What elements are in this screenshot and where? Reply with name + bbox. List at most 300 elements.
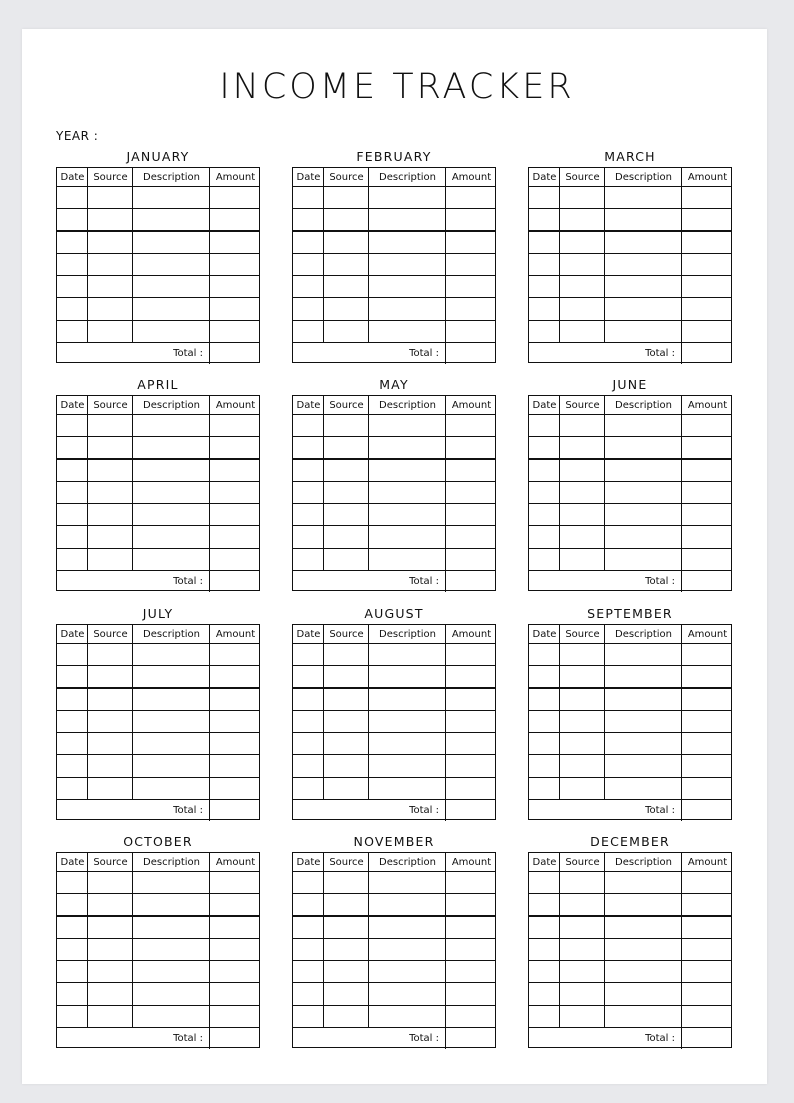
entry-cell[interactable]: [605, 872, 680, 892]
entry-cell[interactable]: [605, 276, 680, 296]
total-amount-cell[interactable]: [682, 1030, 730, 1047]
entry-cell[interactable]: [560, 276, 603, 296]
entry-cell[interactable]: [293, 187, 322, 207]
entry-cell[interactable]: [369, 437, 444, 457]
entry-cell[interactable]: [324, 299, 367, 319]
entry-cell[interactable]: [682, 504, 731, 524]
entry-cell[interactable]: [293, 527, 322, 547]
entry-cell[interactable]: [682, 549, 731, 569]
entry-cell[interactable]: [57, 917, 86, 937]
total-amount-cell[interactable]: [682, 573, 730, 590]
entry-cell[interactable]: [446, 187, 495, 207]
entry-cell[interactable]: [88, 232, 131, 252]
entry-cell[interactable]: [682, 756, 731, 776]
entry-cell[interactable]: [605, 1006, 680, 1026]
entry-cell[interactable]: [324, 778, 367, 798]
entry-cell[interactable]: [529, 644, 558, 664]
entry-cell[interactable]: [133, 232, 208, 252]
entry-cell[interactable]: [446, 689, 495, 709]
entry-cell[interactable]: [682, 644, 731, 664]
entry-cell[interactable]: [560, 711, 603, 731]
entry-cell[interactable]: [293, 209, 322, 229]
entry-cell[interactable]: [324, 872, 367, 892]
entry-cell[interactable]: [369, 187, 444, 207]
entry-cell[interactable]: [57, 689, 86, 709]
entry-cell[interactable]: [682, 415, 731, 435]
entry-cell[interactable]: [133, 209, 208, 229]
entry-cell[interactable]: [560, 894, 603, 914]
entry-cell[interactable]: [133, 917, 208, 937]
entry-cell[interactable]: [446, 984, 495, 1004]
entry-cell[interactable]: [88, 504, 131, 524]
entry-cell[interactable]: [529, 917, 558, 937]
entry-cell[interactable]: [57, 872, 86, 892]
entry-cell[interactable]: [560, 321, 603, 341]
entry-cell[interactable]: [446, 549, 495, 569]
entry-cell[interactable]: [88, 666, 131, 686]
entry-cell[interactable]: [88, 527, 131, 547]
entry-cell[interactable]: [682, 254, 731, 274]
entry-cell[interactable]: [560, 939, 603, 959]
entry-cell[interactable]: [210, 187, 259, 207]
entry-cell[interactable]: [446, 961, 495, 981]
entry-cell[interactable]: [529, 460, 558, 480]
entry-cell[interactable]: [293, 711, 322, 731]
total-amount-cell[interactable]: [446, 1030, 494, 1047]
entry-cell[interactable]: [446, 209, 495, 229]
entry-cell[interactable]: [682, 482, 731, 502]
entry-cell[interactable]: [88, 689, 131, 709]
entry-cell[interactable]: [605, 961, 680, 981]
entry-cell[interactable]: [605, 504, 680, 524]
entry-cell[interactable]: [369, 527, 444, 547]
entry-cell[interactable]: [293, 415, 322, 435]
entry-cell[interactable]: [446, 1006, 495, 1026]
entry-cell[interactable]: [446, 872, 495, 892]
entry-cell[interactable]: [560, 666, 603, 686]
entry-cell[interactable]: [88, 209, 131, 229]
entry-cell[interactable]: [529, 299, 558, 319]
entry-cell[interactable]: [446, 917, 495, 937]
entry-cell[interactable]: [529, 232, 558, 252]
entry-cell[interactable]: [682, 778, 731, 798]
entry-cell[interactable]: [210, 437, 259, 457]
entry-cell[interactable]: [682, 460, 731, 480]
entry-cell[interactable]: [682, 276, 731, 296]
entry-cell[interactable]: [369, 232, 444, 252]
entry-cell[interactable]: [210, 299, 259, 319]
entry-cell[interactable]: [88, 549, 131, 569]
entry-cell[interactable]: [210, 276, 259, 296]
entry-cell[interactable]: [57, 232, 86, 252]
entry-cell[interactable]: [133, 299, 208, 319]
entry-cell[interactable]: [133, 756, 208, 776]
entry-cell[interactable]: [324, 504, 367, 524]
entry-cell[interactable]: [560, 232, 603, 252]
entry-cell[interactable]: [324, 894, 367, 914]
entry-cell[interactable]: [293, 321, 322, 341]
entry-cell[interactable]: [293, 549, 322, 569]
entry-cell[interactable]: [560, 756, 603, 776]
entry-cell[interactable]: [293, 276, 322, 296]
entry-cell[interactable]: [210, 756, 259, 776]
entry-cell[interactable]: [529, 872, 558, 892]
entry-cell[interactable]: [369, 961, 444, 981]
entry-cell[interactable]: [369, 689, 444, 709]
total-amount-cell[interactable]: [446, 802, 494, 819]
entry-cell[interactable]: [88, 1006, 131, 1026]
entry-cell[interactable]: [369, 504, 444, 524]
entry-cell[interactable]: [529, 711, 558, 731]
entry-cell[interactable]: [88, 254, 131, 274]
entry-cell[interactable]: [446, 299, 495, 319]
entry-cell[interactable]: [605, 437, 680, 457]
entry-cell[interactable]: [88, 778, 131, 798]
entry-cell[interactable]: [369, 894, 444, 914]
entry-cell[interactable]: [369, 666, 444, 686]
entry-cell[interactable]: [324, 321, 367, 341]
entry-cell[interactable]: [57, 894, 86, 914]
total-amount-cell[interactable]: [446, 345, 494, 362]
entry-cell[interactable]: [605, 549, 680, 569]
entry-cell[interactable]: [324, 437, 367, 457]
entry-cell[interactable]: [446, 437, 495, 457]
entry-cell[interactable]: [605, 733, 680, 753]
entry-cell[interactable]: [88, 711, 131, 731]
entry-cell[interactable]: [446, 527, 495, 547]
entry-cell[interactable]: [210, 733, 259, 753]
entry-cell[interactable]: [369, 872, 444, 892]
entry-cell[interactable]: [605, 894, 680, 914]
entry-cell[interactable]: [133, 276, 208, 296]
entry-cell[interactable]: [529, 778, 558, 798]
entry-cell[interactable]: [210, 939, 259, 959]
entry-cell[interactable]: [560, 778, 603, 798]
entry-cell[interactable]: [210, 666, 259, 686]
entry-cell[interactable]: [560, 733, 603, 753]
entry-cell[interactable]: [682, 321, 731, 341]
entry-cell[interactable]: [560, 984, 603, 1004]
entry-cell[interactable]: [133, 711, 208, 731]
entry-cell[interactable]: [369, 644, 444, 664]
entry-cell[interactable]: [369, 299, 444, 319]
entry-cell[interactable]: [57, 299, 86, 319]
entry-cell[interactable]: [560, 644, 603, 664]
entry-cell[interactable]: [529, 415, 558, 435]
entry-cell[interactable]: [57, 254, 86, 274]
entry-cell[interactable]: [324, 254, 367, 274]
entry-cell[interactable]: [133, 894, 208, 914]
entry-cell[interactable]: [369, 733, 444, 753]
entry-cell[interactable]: [324, 1006, 367, 1026]
entry-cell[interactable]: [133, 482, 208, 502]
entry-cell[interactable]: [210, 778, 259, 798]
entry-cell[interactable]: [446, 415, 495, 435]
entry-cell[interactable]: [560, 415, 603, 435]
entry-cell[interactable]: [605, 460, 680, 480]
entry-cell[interactable]: [324, 460, 367, 480]
entry-cell[interactable]: [88, 917, 131, 937]
entry-cell[interactable]: [682, 232, 731, 252]
entry-cell[interactable]: [88, 415, 131, 435]
entry-cell[interactable]: [210, 321, 259, 341]
entry-cell[interactable]: [210, 527, 259, 547]
entry-cell[interactable]: [560, 961, 603, 981]
entry-cell[interactable]: [682, 527, 731, 547]
entry-cell[interactable]: [293, 778, 322, 798]
entry-cell[interactable]: [605, 299, 680, 319]
entry-cell[interactable]: [605, 778, 680, 798]
entry-cell[interactable]: [369, 939, 444, 959]
entry-cell[interactable]: [682, 1006, 731, 1026]
entry-cell[interactable]: [57, 756, 86, 776]
entry-cell[interactable]: [57, 321, 86, 341]
entry-cell[interactable]: [529, 276, 558, 296]
entry-cell[interactable]: [57, 209, 86, 229]
entry-cell[interactable]: [529, 504, 558, 524]
entry-cell[interactable]: [369, 711, 444, 731]
entry-cell[interactable]: [210, 209, 259, 229]
entry-cell[interactable]: [369, 254, 444, 274]
entry-cell[interactable]: [293, 756, 322, 776]
entry-cell[interactable]: [88, 321, 131, 341]
entry-cell[interactable]: [446, 756, 495, 776]
entry-cell[interactable]: [57, 733, 86, 753]
entry-cell[interactable]: [133, 415, 208, 435]
entry-cell[interactable]: [529, 961, 558, 981]
entry-cell[interactable]: [133, 504, 208, 524]
entry-cell[interactable]: [293, 939, 322, 959]
entry-cell[interactable]: [605, 254, 680, 274]
entry-cell[interactable]: [529, 733, 558, 753]
entry-cell[interactable]: [57, 711, 86, 731]
entry-cell[interactable]: [605, 209, 680, 229]
entry-cell[interactable]: [88, 482, 131, 502]
entry-cell[interactable]: [605, 984, 680, 1004]
entry-cell[interactable]: [529, 321, 558, 341]
entry-cell[interactable]: [88, 984, 131, 1004]
entry-cell[interactable]: [133, 644, 208, 664]
entry-cell[interactable]: [57, 415, 86, 435]
entry-cell[interactable]: [446, 939, 495, 959]
entry-cell[interactable]: [605, 756, 680, 776]
entry-cell[interactable]: [210, 689, 259, 709]
entry-cell[interactable]: [369, 549, 444, 569]
entry-cell[interactable]: [293, 504, 322, 524]
entry-cell[interactable]: [369, 321, 444, 341]
entry-cell[interactable]: [682, 187, 731, 207]
entry-cell[interactable]: [293, 961, 322, 981]
entry-cell[interactable]: [529, 527, 558, 547]
entry-cell[interactable]: [210, 984, 259, 1004]
entry-cell[interactable]: [324, 689, 367, 709]
entry-cell[interactable]: [88, 460, 131, 480]
entry-cell[interactable]: [324, 733, 367, 753]
entry-cell[interactable]: [88, 187, 131, 207]
entry-cell[interactable]: [529, 209, 558, 229]
entry-cell[interactable]: [57, 437, 86, 457]
entry-cell[interactable]: [529, 984, 558, 1004]
entry-cell[interactable]: [324, 527, 367, 547]
entry-cell[interactable]: [324, 187, 367, 207]
entry-cell[interactable]: [560, 299, 603, 319]
total-amount-cell[interactable]: [682, 802, 730, 819]
total-amount-cell[interactable]: [446, 573, 494, 590]
entry-cell[interactable]: [324, 209, 367, 229]
entry-cell[interactable]: [210, 711, 259, 731]
entry-cell[interactable]: [133, 460, 208, 480]
entry-cell[interactable]: [529, 894, 558, 914]
entry-cell[interactable]: [605, 527, 680, 547]
entry-cell[interactable]: [57, 187, 86, 207]
entry-cell[interactable]: [682, 917, 731, 937]
entry-cell[interactable]: [133, 984, 208, 1004]
entry-cell[interactable]: [133, 527, 208, 547]
entry-cell[interactable]: [324, 711, 367, 731]
entry-cell[interactable]: [210, 961, 259, 981]
entry-cell[interactable]: [446, 733, 495, 753]
total-amount-cell[interactable]: [210, 573, 258, 590]
entry-cell[interactable]: [88, 299, 131, 319]
entry-cell[interactable]: [293, 1006, 322, 1026]
entry-cell[interactable]: [560, 504, 603, 524]
entry-cell[interactable]: [133, 321, 208, 341]
entry-cell[interactable]: [446, 644, 495, 664]
entry-cell[interactable]: [682, 961, 731, 981]
entry-cell[interactable]: [446, 666, 495, 686]
entry-cell[interactable]: [88, 872, 131, 892]
entry-cell[interactable]: [57, 939, 86, 959]
entry-cell[interactable]: [682, 209, 731, 229]
entry-cell[interactable]: [529, 437, 558, 457]
entry-cell[interactable]: [682, 299, 731, 319]
entry-cell[interactable]: [682, 894, 731, 914]
entry-cell[interactable]: [210, 894, 259, 914]
entry-cell[interactable]: [324, 549, 367, 569]
entry-cell[interactable]: [369, 984, 444, 1004]
entry-cell[interactable]: [324, 756, 367, 776]
entry-cell[interactable]: [560, 1006, 603, 1026]
entry-cell[interactable]: [560, 482, 603, 502]
entry-cell[interactable]: [529, 939, 558, 959]
entry-cell[interactable]: [446, 460, 495, 480]
entry-cell[interactable]: [682, 733, 731, 753]
entry-cell[interactable]: [88, 939, 131, 959]
entry-cell[interactable]: [88, 437, 131, 457]
entry-cell[interactable]: [88, 756, 131, 776]
entry-cell[interactable]: [369, 209, 444, 229]
entry-cell[interactable]: [57, 1006, 86, 1026]
entry-cell[interactable]: [446, 321, 495, 341]
entry-cell[interactable]: [369, 415, 444, 435]
entry-cell[interactable]: [529, 689, 558, 709]
entry-cell[interactable]: [293, 437, 322, 457]
entry-cell[interactable]: [605, 666, 680, 686]
entry-cell[interactable]: [133, 437, 208, 457]
entry-cell[interactable]: [133, 666, 208, 686]
entry-cell[interactable]: [210, 460, 259, 480]
entry-cell[interactable]: [293, 644, 322, 664]
entry-cell[interactable]: [133, 961, 208, 981]
entry-cell[interactable]: [682, 437, 731, 457]
total-amount-cell[interactable]: [210, 1030, 258, 1047]
entry-cell[interactable]: [293, 689, 322, 709]
entry-cell[interactable]: [369, 1006, 444, 1026]
entry-cell[interactable]: [133, 254, 208, 274]
entry-cell[interactable]: [324, 415, 367, 435]
entry-cell[interactable]: [605, 187, 680, 207]
total-amount-cell[interactable]: [210, 345, 258, 362]
entry-cell[interactable]: [293, 232, 322, 252]
entry-cell[interactable]: [210, 254, 259, 274]
entry-cell[interactable]: [324, 666, 367, 686]
entry-cell[interactable]: [682, 984, 731, 1004]
entry-cell[interactable]: [682, 666, 731, 686]
entry-cell[interactable]: [324, 276, 367, 296]
entry-cell[interactable]: [210, 549, 259, 569]
entry-cell[interactable]: [369, 756, 444, 776]
entry-cell[interactable]: [369, 778, 444, 798]
entry-cell[interactable]: [369, 276, 444, 296]
entry-cell[interactable]: [446, 254, 495, 274]
entry-cell[interactable]: [605, 939, 680, 959]
entry-cell[interactable]: [293, 984, 322, 1004]
entry-cell[interactable]: [324, 939, 367, 959]
entry-cell[interactable]: [560, 917, 603, 937]
entry-cell[interactable]: [605, 711, 680, 731]
entry-cell[interactable]: [324, 482, 367, 502]
total-amount-cell[interactable]: [210, 802, 258, 819]
entry-cell[interactable]: [605, 321, 680, 341]
entry-cell[interactable]: [682, 689, 731, 709]
entry-cell[interactable]: [57, 276, 86, 296]
entry-cell[interactable]: [293, 460, 322, 480]
entry-cell[interactable]: [210, 504, 259, 524]
entry-cell[interactable]: [293, 666, 322, 686]
entry-cell[interactable]: [210, 232, 259, 252]
entry-cell[interactable]: [293, 872, 322, 892]
entry-cell[interactable]: [682, 872, 731, 892]
entry-cell[interactable]: [560, 872, 603, 892]
entry-cell[interactable]: [369, 482, 444, 502]
entry-cell[interactable]: [133, 1006, 208, 1026]
entry-cell[interactable]: [529, 756, 558, 776]
entry-cell[interactable]: [560, 460, 603, 480]
entry-cell[interactable]: [293, 299, 322, 319]
entry-cell[interactable]: [324, 644, 367, 664]
entry-cell[interactable]: [324, 984, 367, 1004]
entry-cell[interactable]: [210, 917, 259, 937]
entry-cell[interactable]: [210, 644, 259, 664]
entry-cell[interactable]: [446, 711, 495, 731]
entry-cell[interactable]: [210, 872, 259, 892]
entry-cell[interactable]: [560, 187, 603, 207]
entry-cell[interactable]: [133, 939, 208, 959]
entry-cell[interactable]: [57, 482, 86, 502]
entry-cell[interactable]: [605, 415, 680, 435]
entry-cell[interactable]: [446, 482, 495, 502]
entry-cell[interactable]: [210, 482, 259, 502]
entry-cell[interactable]: [560, 549, 603, 569]
entry-cell[interactable]: [133, 187, 208, 207]
entry-cell[interactable]: [682, 939, 731, 959]
entry-cell[interactable]: [529, 254, 558, 274]
entry-cell[interactable]: [529, 549, 558, 569]
entry-cell[interactable]: [529, 187, 558, 207]
entry-cell[interactable]: [682, 711, 731, 731]
entry-cell[interactable]: [560, 254, 603, 274]
entry-cell[interactable]: [369, 460, 444, 480]
